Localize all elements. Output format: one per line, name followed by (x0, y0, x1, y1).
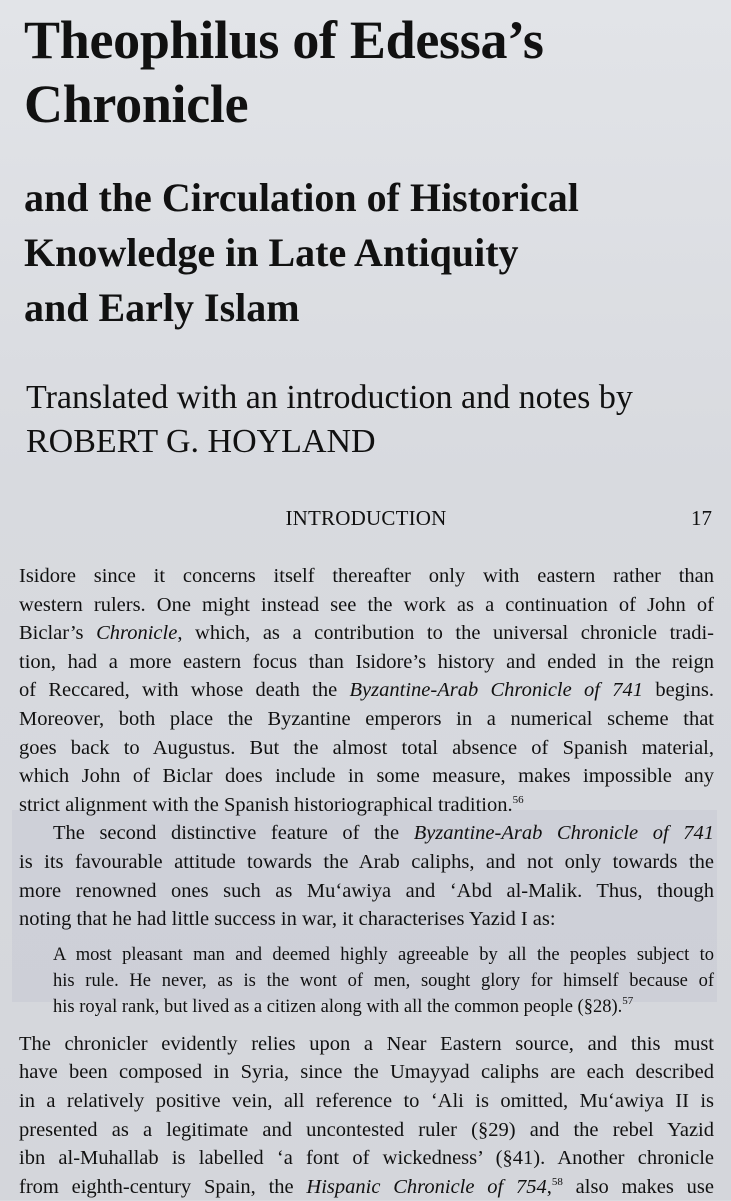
book-subtitle (24, 170, 724, 335)
italic-title: Byzantine-Arab Chronicle of 741 (413, 822, 715, 845)
text-run: which John of Biclar does include in some measure, makes impossible any (19, 765, 714, 788)
text-run: in a relatively positive vein, all reference to ‘Ali is omitted, Mu‘awiya II is (19, 1089, 714, 1112)
p1-line (19, 591, 714, 620)
author-name: ROBERT G. HOYLAND (26, 423, 376, 460)
text-run: western rulers. One might instead see the work as a continuation of John of (19, 593, 714, 616)
text-run: Isidore since it concerns itself thereafter only with eastern rather than (19, 565, 714, 587)
text-run: of Reccared, with whose death the (19, 679, 350, 702)
text-run: presented as a legitimate and uncontested ruler (§29) and the rebel Yazid (19, 1118, 714, 1141)
p3-line (19, 1144, 714, 1173)
book-title (24, 8, 724, 136)
text-run: begins. (643, 679, 714, 702)
text-run: strict alignment with the Spanish historiographical tradition. (19, 793, 513, 816)
italic-title: Byzantine-Arab Chronicle of 741 (349, 679, 644, 702)
p1-line (19, 676, 714, 705)
text-run: from eighth-century Spain, the (19, 1175, 307, 1198)
paragraph-1 (19, 562, 714, 819)
text-run: is its favourable attitude towards the Arab caliphs, and not only towards the (19, 850, 714, 873)
page-number: 17 (691, 506, 712, 530)
quote-line (53, 968, 714, 994)
title-line-2: Chronicle (24, 74, 249, 134)
subtitle-line-2: Knowledge in Late Antiquity (24, 230, 519, 275)
text-run: have been composed in Syria, since the Umayyad caliphs are each described (19, 1061, 714, 1084)
footnote-marker: 56 (512, 793, 524, 806)
p2-line (19, 848, 714, 877)
block-quote (19, 942, 714, 1020)
text-run: Moreover, both place the Byzantine emperors in a numerical scheme that (19, 707, 714, 730)
text-run: The second distinctive feature of the (53, 822, 414, 845)
body-text (19, 562, 714, 1201)
text-run: his royal rank, but lived as a citizen along with all the common people (§28). (53, 996, 623, 1017)
p1-line (19, 648, 714, 677)
italic-title: Hispanic Chronicle of 754 (306, 1175, 547, 1198)
p1-line (19, 619, 714, 648)
footnote-marker: 57 (622, 994, 634, 1007)
footnote-marker: 58 (551, 1175, 563, 1188)
title-line-1: Theophilus of Edessa’s (24, 10, 544, 70)
p1-line (19, 734, 714, 763)
p1-line (19, 562, 714, 591)
text-run: , which, as a contribution to the universal chronicle tradi- (177, 622, 714, 645)
translator-credit (26, 376, 726, 464)
text-run: , (546, 1175, 552, 1198)
text-run: Biclar’s (19, 622, 97, 645)
p3-line (19, 1116, 714, 1145)
p1-line (19, 762, 714, 791)
running-head-title: INTRODUCTION (285, 506, 447, 530)
p3-line (19, 1030, 714, 1059)
text-run: his rule. He never, as is the wont of men, sought glory for himself because of (53, 970, 714, 991)
p2-line (19, 877, 714, 906)
p2-line (19, 905, 714, 934)
text-run: tion, had a more eastern focus than Isidore’s history and ended in the reign (19, 650, 714, 673)
paragraph-3 (19, 1030, 714, 1201)
text-run: A most pleasant man and deemed highly agreeable by all the peoples subject to (53, 944, 714, 965)
paragraph-2 (19, 819, 714, 933)
subtitle-line-3: and Early Islam (24, 285, 300, 330)
p3-line (19, 1087, 714, 1116)
p3-line (19, 1173, 714, 1201)
quote-line (53, 994, 714, 1020)
running-head (20, 506, 712, 532)
text-run: noting that he had little success in war, it characterises Yazid I as: (19, 908, 556, 931)
text-run: more renowned ones such as Mu‘awiya and ‘Abd al-Malik. Thus, though (19, 879, 714, 902)
text-run: The chronicler evidently relies upon a Near Eastern source, and this must (19, 1032, 714, 1055)
text-run: also makes use (562, 1175, 714, 1198)
subtitle-line-1: and the Circulation of Historical (24, 175, 579, 220)
p3-line (19, 1058, 714, 1087)
p2-line (19, 819, 714, 848)
translated-by-text: Translated with an introduction and notes by (26, 379, 633, 416)
text-run: ibn al-Muhallab is labelled ‘a font of wickedness’ (§41). Another chronicle (19, 1147, 714, 1170)
text-run: goes back to Augustus. But the almost total absence of Spanish material, (19, 736, 714, 759)
p1-line (19, 791, 714, 820)
p1-line (19, 705, 714, 734)
quote-line (53, 942, 714, 968)
italic-title: Chronicle (96, 622, 178, 645)
